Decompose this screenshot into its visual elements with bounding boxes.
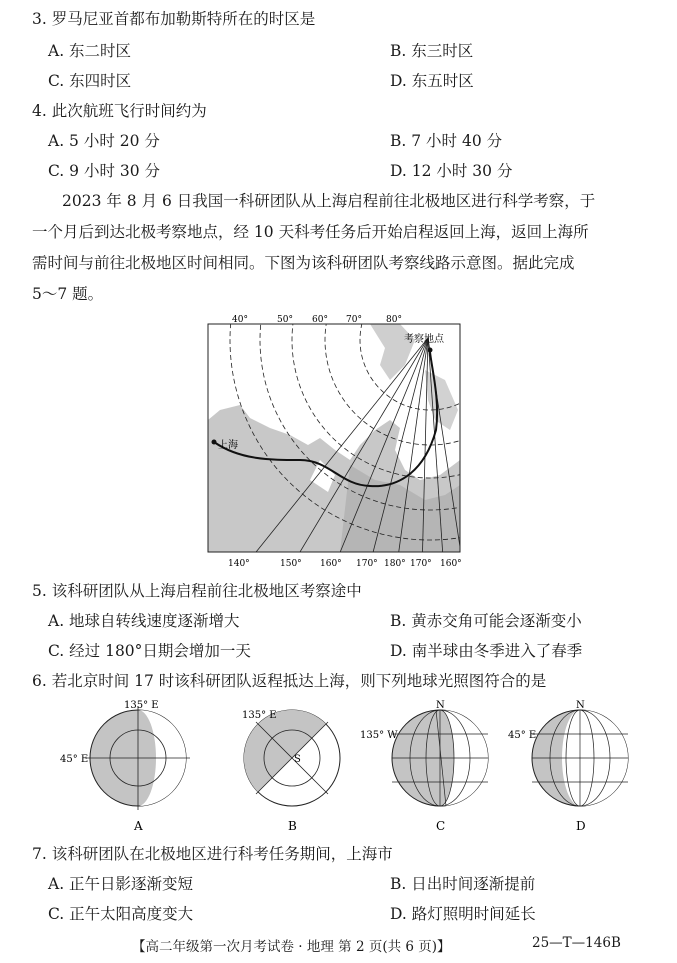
map-bottom-label-140: 140° [228, 559, 250, 569]
q5-option-c: C. 经过 180°日期会增加一天 [48, 642, 251, 660]
diagram-a-side-label: 45° E [60, 754, 89, 765]
map-bottom-label-180: 180° [384, 559, 406, 569]
map-top-label-80: 80° [386, 315, 402, 325]
diagram-b [242, 710, 340, 833]
diagram-b-letter: B [288, 819, 297, 833]
diagram-a-top-label: 135° E [124, 700, 159, 711]
diagram-d-letter: D [576, 819, 586, 833]
site-dot [428, 348, 433, 353]
map-bottom-label-150: 150° [280, 559, 302, 569]
map-label-site: 考察地点 [404, 334, 444, 345]
page-footer [132, 935, 621, 955]
diagram-a [60, 700, 190, 833]
map-bottom-label-160w: 160° [440, 559, 462, 569]
passage-line-4: 5～7 题。 [32, 285, 104, 303]
q3-option-b: B. 东三时区 [390, 42, 474, 60]
map-label-shanghai: 上海 [218, 440, 238, 451]
q3-option-d: D. 东五时区 [390, 72, 474, 90]
map-top-label-60: 60° [312, 315, 328, 325]
q6-stem: 6. 若北京时间 17 时该科研团队返程抵达上海，则下列地球光照图符合的是 [32, 672, 547, 690]
q5-option-d: D. 南半球由冬季进入了春季 [390, 642, 583, 660]
route-map [200, 310, 470, 572]
map-bottom-label-170: 170° [356, 559, 378, 569]
map-top-label-70: 70° [346, 315, 362, 325]
diagram-c-letter: C [436, 819, 446, 833]
shanghai-dot [212, 440, 217, 445]
q4-option-d: D. 12 小时 30 分 [390, 162, 513, 180]
map-top-label-50: 50° [277, 315, 293, 325]
footer-code: 25—T—146B [532, 935, 621, 951]
diagram-d-side-label: 45° E [508, 730, 537, 741]
passage-line-2: 一个月后到达北极考察地点，经 10 天科考任务后开始启程返回上海，返回上海所 [32, 223, 589, 241]
q4-option-a: A. 5 小时 20 分 [48, 132, 160, 150]
q4-stem: 4. 此次航班飞行时间约为 [32, 102, 207, 120]
sunlight-diagrams [58, 700, 638, 836]
passage-line-1: 2023 年 8 月 6 日我国一科研团队从上海启程前往北极地区进行科学考察，于 [62, 192, 596, 210]
q7-option-d: D. 路灯照明时间延长 [390, 905, 536, 923]
diagram-c-side-label: 135° W [360, 730, 398, 741]
q3-option-c: C. 东四时区 [48, 72, 132, 90]
footer-title: 【高二年级第一次月考试卷 · 地理 第 2 页(共 6 页)】 [132, 939, 451, 955]
q7-stem: 7. 该科研团队在北极地区进行科考任务期间，上海市 [32, 845, 393, 863]
q5-stem: 5. 该科研团队从上海启程前往北极地区考察途中 [32, 582, 362, 600]
q7-option-b: B. 日出时间逐渐提前 [390, 875, 536, 893]
map-top-label-40: 40° [232, 315, 248, 325]
diagram-d [508, 700, 628, 833]
diagram-d-pole-label: N [576, 700, 585, 711]
diagram-b-top-label: 135° E [242, 710, 277, 721]
q7-option-c: C. 正午太阳高度变大 [48, 905, 194, 923]
diagram-b-center-label: S [294, 754, 301, 765]
diagram-c-pole-label: N [436, 700, 445, 711]
q5-option-a: A. 地球自转线速度逐渐增大 [48, 612, 240, 630]
q3-option-a: A. 东二时区 [48, 42, 132, 60]
q5-option-b: B. 黄赤交角可能会逐渐变小 [390, 612, 582, 630]
diagram-a-letter: A [134, 819, 143, 833]
map-bottom-label-170w: 170° [410, 559, 432, 569]
q7-option-a: A. 正午日影逐渐变短 [48, 875, 194, 893]
q3-stem: 3. 罗马尼亚首都布加勒斯特所在的时区是 [32, 10, 316, 28]
passage-line-3: 需时间与前往北极地区时间相同。下图为该科研团队考察线路示意图。据此完成 [32, 254, 575, 272]
diagram-c [360, 700, 488, 833]
q4-option-c: C. 9 小时 30 分 [48, 162, 161, 180]
q4-option-b: B. 7 小时 40 分 [390, 132, 503, 150]
map-bottom-label-160: 160° [320, 559, 342, 569]
